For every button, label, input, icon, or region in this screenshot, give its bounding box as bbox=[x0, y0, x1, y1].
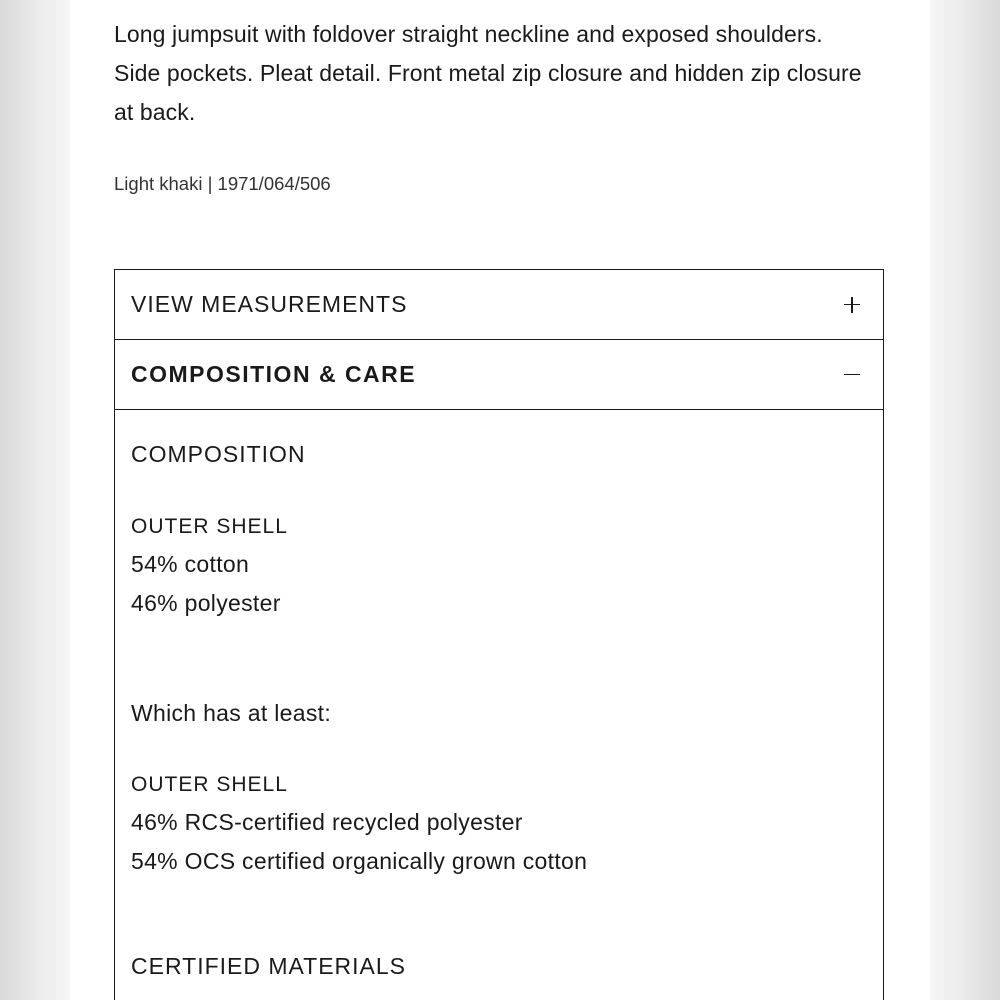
view-measurements-label: VIEW MEASUREMENTS bbox=[131, 291, 408, 317]
view-measurements-toggle[interactable] bbox=[115, 270, 883, 340]
minus-icon[interactable] bbox=[843, 366, 861, 384]
certified-materials-title: CERTIFIED MATERIALS bbox=[131, 953, 407, 979]
product-description: Long jumpsuit with foldover straight neckline and exposed shoulders. Side pockets. Pleat detail. Front metal zip closure and hidden zip closure at back. bbox=[114, 21, 862, 125]
composition-title: COMPOSITION bbox=[131, 441, 306, 467]
composition-care-label: COMPOSITION & CARE bbox=[131, 361, 417, 387]
composition-care-toggle[interactable] bbox=[115, 340, 883, 410]
outer-shell-title: OUTER SHELL bbox=[131, 773, 288, 796]
plus-icon[interactable] bbox=[843, 296, 861, 314]
product-info-accordion bbox=[114, 269, 884, 1000]
composition-line: 46% polyester bbox=[131, 590, 281, 616]
which-has-text: Which has at least: bbox=[131, 700, 332, 726]
color-reference: Light khaki | 1971/064/506 bbox=[114, 173, 331, 194]
certified-composition-line: 54% OCS certified organically grown cotton bbox=[131, 848, 588, 874]
outer-shell-title: OUTER SHELL bbox=[131, 515, 288, 538]
product-detail-page bbox=[70, 0, 930, 1000]
certified-composition-line: 46% RCS-certified recycled polyester bbox=[131, 809, 523, 835]
composition-line: 54% cotton bbox=[131, 551, 250, 577]
